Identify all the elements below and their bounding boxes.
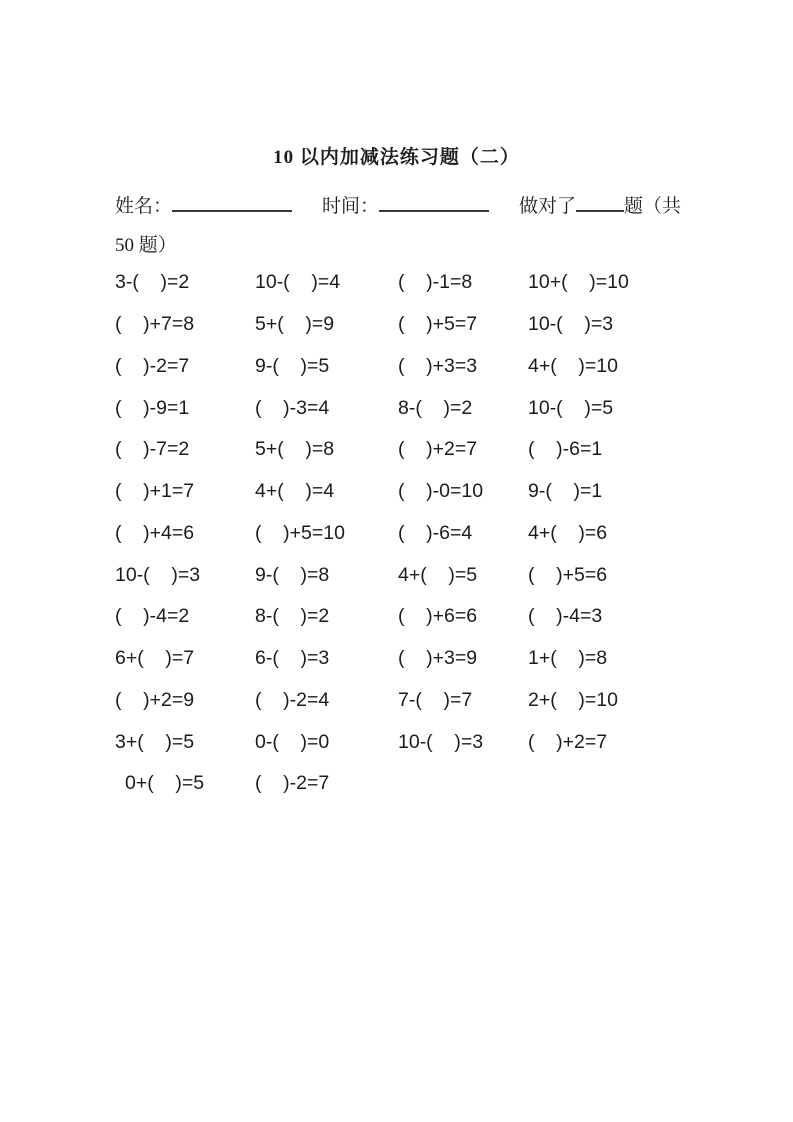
problem-cell: ( )+2=7 — [398, 438, 478, 461]
problem-cell: 10-( )=3 — [115, 563, 201, 586]
problem-cell: ( )+3=3 — [398, 354, 478, 377]
problem-cell: ( )+5=10 — [255, 521, 345, 544]
problem-cell: 9-( )=5 — [255, 354, 330, 377]
problem-cell: ( )-2=4 — [255, 688, 330, 711]
problem-row — [115, 680, 715, 722]
problem-cell: 7-( )=7 — [398, 688, 473, 711]
problem-cell: ( )-6=1 — [528, 438, 603, 461]
problem-row — [115, 763, 715, 805]
name-field-group — [115, 193, 292, 219]
problem-cell: ( )-9=1 — [115, 396, 190, 419]
problem-cell: 10-( )=4 — [255, 271, 341, 294]
name-label: 姓名： — [115, 196, 173, 217]
problem-row — [115, 304, 715, 346]
problem-cell: 4+( )=4 — [255, 480, 335, 503]
problem-cell: 5+( )=8 — [255, 438, 335, 461]
problems-grid — [115, 262, 715, 805]
problem-cell: ( )-2=7 — [115, 354, 190, 377]
score-field-group — [519, 193, 681, 219]
score-label: 做对了 — [518, 196, 576, 217]
problem-cell: 0-( )=0 — [255, 730, 330, 753]
time-blank-field[interactable] — [379, 193, 489, 212]
problem-cell: 5+( )=9 — [255, 313, 335, 336]
problem-cell: 10+( )=10 — [528, 271, 629, 294]
problem-row — [115, 429, 715, 471]
problem-cell: ( )-6=4 — [398, 521, 473, 544]
problem-cell: ( )+3=9 — [398, 647, 478, 670]
problem-cell: 4+( )=6 — [528, 521, 608, 544]
total-count-text: 50 题） — [115, 235, 177, 256]
problem-cell: 1+( )=8 — [528, 647, 608, 670]
problem-cell: 10-( )=5 — [528, 396, 614, 419]
problem-cell: 0+( )=5 — [125, 772, 205, 795]
problem-cell: 6-( )=3 — [255, 647, 330, 670]
problem-cell: ( )-4=3 — [528, 605, 603, 628]
problem-cell: 9-( )=1 — [528, 480, 603, 503]
problem-cell: 8-( )=2 — [398, 396, 473, 419]
score-suffix: 题（共 — [623, 196, 681, 217]
problem-cell: ( )+4=6 — [115, 521, 195, 544]
problem-cell: ( )-2=7 — [255, 772, 330, 795]
problem-cell: 4+( )=10 — [528, 354, 618, 377]
problem-row — [115, 554, 715, 596]
problem-row — [115, 721, 715, 763]
problem-cell: 2+( )=10 — [528, 688, 618, 711]
problem-row — [115, 471, 715, 513]
problem-cell: 9-( )=8 — [255, 563, 330, 586]
time-field-group — [322, 193, 489, 219]
problem-cell: ( )+2=7 — [528, 730, 608, 753]
problem-cell: ( )+5=7 — [398, 313, 478, 336]
page-title: 10 以内加减法练习题（二） — [273, 147, 520, 168]
problem-cell: ( )-1=8 — [398, 271, 473, 294]
problem-row — [115, 346, 715, 388]
problem-cell: 3+( )=5 — [115, 730, 195, 753]
problem-cell: 10-( )=3 — [528, 313, 614, 336]
problem-cell: 8-( )=2 — [255, 605, 330, 628]
problem-row — [115, 596, 715, 638]
time-label: 时间： — [321, 196, 379, 217]
problem-cell: ( )+2=9 — [115, 688, 195, 711]
problem-cell: ( )-7=2 — [115, 438, 190, 461]
problem-row — [115, 638, 715, 680]
problem-cell: ( )-3=4 — [255, 396, 330, 419]
problem-cell: ( )+6=6 — [398, 605, 478, 628]
problem-cell: 10-( )=3 — [398, 730, 484, 753]
problem-cell: ( )-4=2 — [115, 605, 190, 628]
problem-cell: ( )+5=6 — [528, 563, 608, 586]
problem-cell: 4+( )=5 — [398, 563, 478, 586]
problem-cell: 3-( )=2 — [115, 271, 190, 294]
problem-row — [115, 262, 715, 304]
problem-cell: ( )+1=7 — [115, 480, 195, 503]
problem-row — [115, 513, 715, 555]
meta-line — [115, 193, 681, 219]
name-blank-field[interactable] — [172, 193, 292, 212]
problem-cell: ( )-0=10 — [398, 480, 484, 503]
problem-row — [115, 387, 715, 429]
problem-cell: ( )+7=8 — [115, 313, 195, 336]
score-blank-field[interactable] — [576, 193, 624, 212]
problem-cell: 6+( )=7 — [115, 647, 195, 670]
